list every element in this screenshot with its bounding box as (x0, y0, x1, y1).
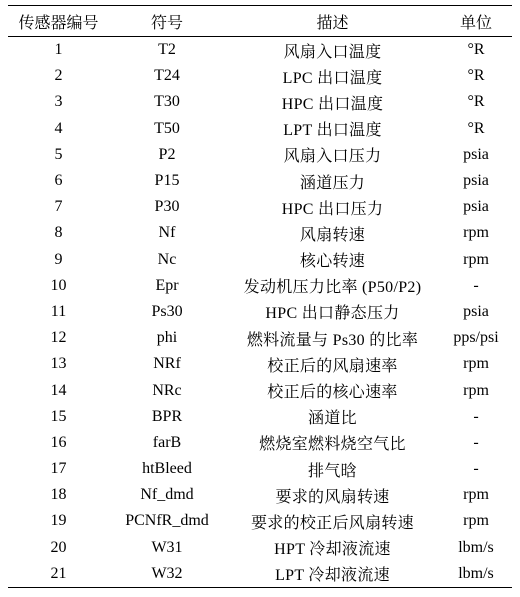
header-row (8, 6, 512, 37)
table-row (8, 325, 512, 351)
description-cell: LPC 出口温度 (282, 69, 383, 87)
unit-cell: °R (467, 67, 485, 85)
description-cell: HPC 出口静态压力 (265, 305, 400, 323)
symbol-cell: NRc (152, 381, 182, 399)
symbol-cell: farB (152, 433, 182, 451)
sensor-number-cell: 16 (50, 433, 67, 451)
symbol-cell: W32 (151, 564, 183, 582)
sensor-number-cell: 15 (50, 407, 67, 425)
sensor-number-cell: 4 (54, 119, 63, 137)
sensor-number-cell: 11 (50, 302, 67, 320)
symbol-cell: BPR (151, 407, 183, 425)
unit-cell: rpm (463, 355, 489, 373)
sensor-number-cell: 12 (50, 329, 67, 347)
description-cell: 要求的校正后风扇转速 (250, 514, 414, 532)
table-row (8, 89, 512, 115)
table-row (8, 351, 512, 377)
symbol-cell: Nc (157, 250, 177, 268)
description-cell: 涵道比 (308, 410, 357, 428)
table-row (8, 168, 512, 194)
sensor-number-cell: 18 (50, 486, 67, 504)
table-row (8, 456, 512, 482)
table-row (8, 482, 512, 508)
description-cell: 校正后的核心速率 (267, 384, 398, 402)
description-cell: 风扇转速 (299, 226, 366, 244)
unit-cell: psia (463, 172, 489, 190)
table-row (8, 194, 512, 220)
header-sensor-number: 传感器编号 (18, 14, 99, 32)
unit-cell: - (473, 276, 479, 294)
description-cell: HPC 出口压力 (281, 200, 384, 218)
unit-cell: rpm (463, 381, 489, 399)
description-cell: 发动机压力比率 (P50/P2) (243, 279, 422, 297)
sensor-number-cell: 8 (54, 224, 63, 242)
table-row (8, 535, 512, 561)
symbol-cell: W31 (151, 538, 183, 556)
table-row (8, 142, 512, 168)
unit-cell: rpm (463, 486, 489, 504)
table-row (8, 273, 512, 299)
symbol-cell: T24 (154, 67, 180, 85)
description-cell: 燃烧室燃料烧空气比 (259, 436, 406, 454)
sensor-number-cell: 9 (54, 250, 63, 268)
sensor-number-cell: 19 (50, 512, 67, 530)
unit-cell: °R (467, 119, 485, 137)
symbol-cell: Epr (155, 276, 179, 294)
unit-cell: rpm (463, 512, 489, 530)
unit-cell: rpm (463, 250, 489, 268)
description-cell: 要求的风扇转速 (275, 488, 390, 506)
unit-cell: rpm (463, 224, 489, 242)
description-cell: HPC 出口温度 (281, 95, 384, 113)
symbol-cell: T50 (154, 119, 180, 137)
table-row (8, 299, 512, 325)
table-row (8, 247, 512, 273)
symbol-cell: P15 (154, 172, 180, 190)
description-cell: HPT 冷却液流速 (274, 541, 391, 559)
description-cell: 风扇入口压力 (283, 148, 382, 166)
table-row (8, 116, 512, 142)
sensor-table (8, 5, 512, 588)
sensor-number-cell: 1 (54, 41, 63, 59)
unit-cell: lbm/s (458, 538, 494, 556)
description-cell: 排气晗 (308, 462, 357, 480)
unit-cell: psia (463, 302, 489, 320)
sensor-number-cell: 20 (50, 538, 67, 556)
table-row (8, 220, 512, 246)
symbol-cell: T30 (154, 93, 180, 111)
table-row (8, 63, 512, 89)
sensor-number-cell: 7 (54, 198, 63, 216)
table-header (8, 6, 512, 37)
symbol-cell: NRf (153, 355, 181, 373)
symbol-cell: P30 (154, 198, 180, 216)
unit-cell: - (473, 407, 479, 425)
sensor-number-cell: 6 (54, 172, 63, 190)
symbol-cell: Nf (158, 224, 176, 242)
description-cell: 风扇入口温度 (283, 43, 382, 61)
table-body (8, 37, 512, 588)
symbol-cell: P2 (158, 145, 176, 163)
table-row (8, 37, 512, 64)
symbol-cell: Ps30 (151, 302, 183, 320)
unit-cell: psia (463, 145, 489, 163)
unit-cell: psia (463, 198, 489, 216)
header-symbol: 符号 (150, 14, 183, 32)
header-unit: 单位 (459, 14, 492, 32)
unit-cell: lbm/s (458, 564, 494, 582)
table-row (8, 508, 512, 534)
table-row (8, 377, 512, 403)
sensor-number-cell: 2 (54, 67, 63, 85)
header-description: 描述 (316, 14, 349, 32)
sensor-number-cell: 3 (54, 93, 63, 111)
unit-cell: °R (467, 41, 485, 59)
sensor-number-cell: 14 (50, 381, 67, 399)
unit-cell: pps/psi (453, 329, 499, 347)
unit-cell: °R (467, 93, 485, 111)
symbol-cell: htBleed (142, 460, 192, 478)
table-row (8, 404, 512, 430)
description-cell: 核心转速 (299, 253, 366, 271)
description-cell: 燃料流量与 Ps30 的比率 (246, 331, 419, 349)
symbol-cell: phi (156, 329, 178, 347)
sensor-number-cell: 17 (50, 460, 67, 478)
description-cell: LPT 冷却液流速 (275, 567, 390, 585)
table-row (8, 430, 512, 456)
sensor-number-cell: 13 (50, 355, 67, 373)
unit-cell: - (473, 433, 479, 451)
description-cell: 涵道压力 (299, 174, 366, 192)
description-cell: LPT 出口温度 (283, 122, 382, 140)
description-cell: 校正后的风扇速率 (267, 357, 398, 375)
symbol-cell: Nf_dmd (140, 486, 194, 504)
sensor-number-cell: 5 (54, 145, 63, 163)
symbol-cell: PCNfR_dmd (125, 512, 209, 530)
sensor-number-cell: 21 (50, 564, 67, 582)
unit-cell: - (473, 460, 479, 478)
table-row (8, 561, 512, 588)
sensor-number-cell: 10 (50, 276, 67, 294)
symbol-cell: T2 (158, 41, 176, 59)
